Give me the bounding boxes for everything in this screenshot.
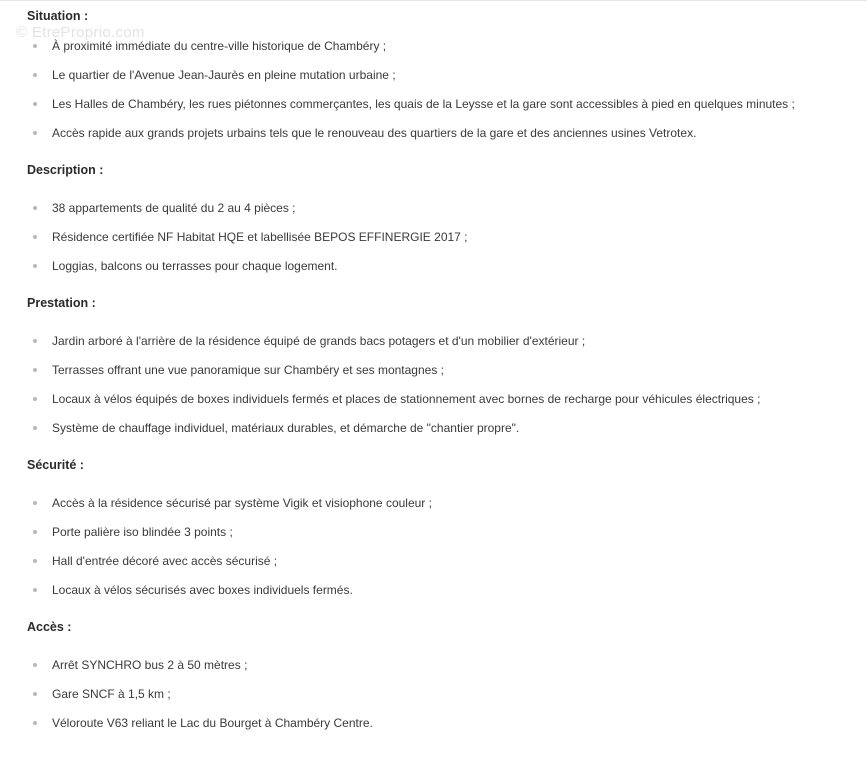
bullet-icon: [33, 397, 37, 401]
top-divider: [0, 0, 867, 1]
list-item-text: Porte palière iso blindée 3 points ;: [52, 525, 233, 539]
list-item-text: Loggias, balcons ou terrasses pour chaque logement.: [52, 259, 338, 273]
list-item: [27, 333, 857, 349]
list-item-text: Le quartier de l'Avenue Jean-Jaurès en pleine mutation urbaine ;: [52, 68, 396, 82]
list-item-text: Accès à la résidence sécurisé par système Vigik et visiophone couleur ;: [52, 496, 432, 510]
section-acces: [27, 619, 857, 731]
list-item: [27, 200, 857, 216]
bullet-icon: [33, 264, 37, 268]
bullet-list: [27, 200, 857, 274]
section-situation: [27, 8, 857, 141]
section-title: Sécurité :: [27, 458, 84, 472]
list-item-text: Locaux à vélos équipés de boxes individuels fermés et places de stationnement avec bornes de recharge pour véhicules électriques ;: [52, 392, 761, 406]
list-item-text: 38 appartements de qualité du 2 au 4 pièces ;: [52, 201, 296, 215]
list-item-text: Jardin arboré à l'arrière de la résidence équipé de grands bacs potagers et d'un mobilier d'extérieur ;: [52, 334, 586, 348]
list-item: [27, 582, 857, 598]
bullet-icon: [33, 588, 37, 592]
bullet-icon: [33, 73, 37, 77]
list-item-text: Gare SNCF à 1,5 km ;: [52, 687, 171, 701]
list-item: [27, 715, 857, 731]
list-item-text: Terrasses offrant une vue panoramique sur Chambéry et ses montagnes ;: [52, 363, 444, 377]
list-item: [27, 657, 857, 673]
bullet-list: [27, 38, 857, 141]
list-item: [27, 362, 857, 378]
bullet-icon: [33, 102, 37, 106]
section-prestation: [27, 295, 857, 436]
bullet-icon: [33, 235, 37, 239]
bullet-list: [27, 657, 857, 731]
list-item: [27, 686, 857, 702]
list-item-text: Accès rapide aux grands projets urbains tels que le renouveau des quartiers de la gare et des anciennes usines Vetrotex.: [52, 126, 697, 140]
list-item: [27, 96, 857, 112]
property-description: [27, 8, 857, 731]
list-item: [27, 125, 857, 141]
section-title: Situation :: [27, 9, 89, 23]
bullet-icon: [33, 501, 37, 505]
bullet-icon: [33, 692, 37, 696]
list-item-text: Système de chauffage individuel, matériaux durables, et démarche de "chantier propre".: [52, 421, 520, 435]
list-item: [27, 229, 857, 245]
list-item-text: Hall d'entrée décoré avec accès sécurisé ;: [52, 554, 278, 568]
list-item-text: Arrêt SYNCHRO bus 2 à 50 mètres ;: [52, 658, 248, 672]
list-item: [27, 495, 857, 511]
bullet-icon: [33, 206, 37, 210]
bullet-icon: [33, 663, 37, 667]
section-title: Description :: [27, 163, 104, 177]
list-item-text: À proximité immédiate du centre-ville historique de Chambéry ;: [52, 39, 387, 53]
section-securite: [27, 457, 857, 598]
bullet-icon: [33, 721, 37, 725]
bullet-list: [27, 333, 857, 436]
bullet-icon: [33, 559, 37, 563]
list-item: [27, 420, 857, 436]
section-title: Prestation :: [27, 296, 96, 310]
list-item-text: Les Halles de Chambéry, les rues piétonnes commerçantes, les quais de la Leysse et la gare sont accessibles à pied en quelques minutes ;: [52, 97, 795, 111]
bullet-icon: [33, 426, 37, 430]
list-item: [27, 524, 857, 540]
list-item: [27, 553, 857, 569]
bullet-icon: [33, 339, 37, 343]
bullet-icon: [33, 368, 37, 372]
bullet-list: [27, 495, 857, 598]
list-item: [27, 391, 857, 407]
section-description: [27, 162, 857, 274]
bullet-icon: [33, 44, 37, 48]
bullet-icon: [33, 131, 37, 135]
list-item-text: Véloroute V63 reliant le Lac du Bourget à Chambéry Centre.: [52, 716, 373, 730]
section-title: Accès :: [27, 620, 72, 634]
list-item-text: Locaux à vélos sécurisés avec boxes individuels fermés.: [52, 583, 353, 597]
list-item: [27, 67, 857, 83]
bullet-icon: [33, 530, 37, 534]
list-item: [27, 258, 857, 274]
watermark: © EtreProprio.com: [16, 24, 145, 41]
list-item-text: Résidence certifiée NF Habitat HQE et labellisée BEPOS EFFINERGIE 2017 ;: [52, 230, 468, 244]
list-item: [27, 38, 857, 54]
